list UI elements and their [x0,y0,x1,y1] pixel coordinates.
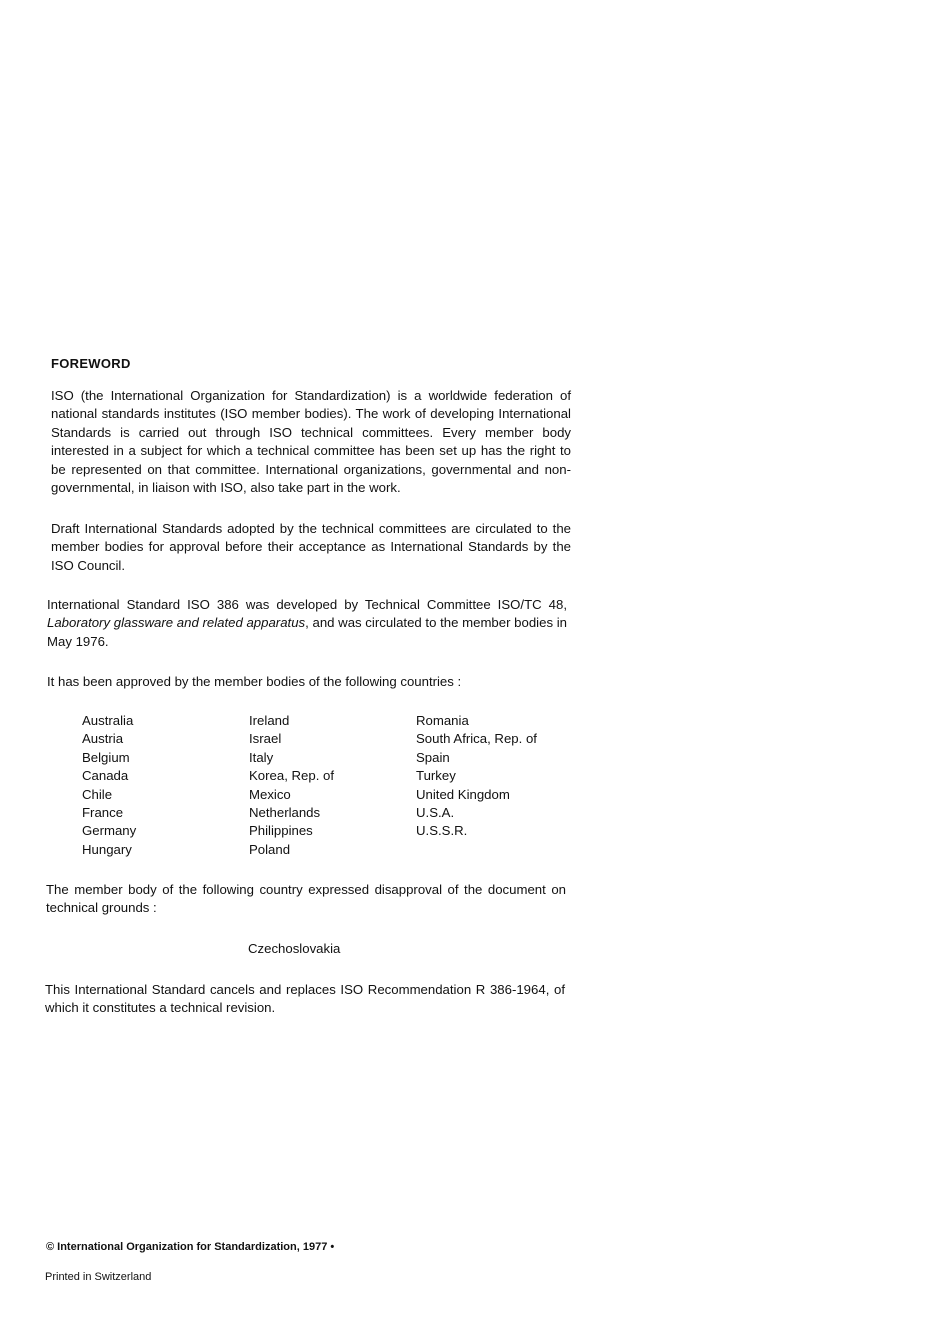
country-item: South Africa, Rep. of [416,731,537,747]
foreword-paragraph-draft-standards: Draft International Standards adopted by the technical committees are circulated to the member bodies for approval before their acceptance as International Standards by the ISO Council. [51,521,571,573]
country-item: Mexico [249,786,291,802]
country-item: U.S.A. [416,805,455,821]
committee-title: Laboratory glassware and related apparatus [47,615,306,631]
country-item: Germany [82,823,137,839]
country-item: Poland [249,841,291,857]
country-item: France [82,805,124,821]
countries-column-1 [82,712,252,859]
foreword-heading: FOREWORD [51,356,131,371]
country-item: Romania [416,713,469,728]
country-item: Korea, Rep. of [249,768,335,784]
country-item: Spain [416,749,450,765]
country-item: Chile [82,786,113,802]
countries-column-2 [249,712,419,859]
country-item: U.S.S.R. [416,823,468,839]
foreword-paragraph-iso: ISO (the International Organization for Standardization) is a worldwide federation of national standards institutes (ISO member bodies). The work of developing International Standards is carried out through ISO technical committees. Every member body interested in a subject for which a technical committee has been set up has the right to be represented on that committee. International organizations, governmental and non-governmental, in liaison with ISO, also take part in the work. [51,388,571,496]
country-item: Israel [249,731,282,747]
development-text-before: International Standard ISO 386 was developed by Technical Committee ISO/TC 48, [47,597,567,612]
country-item: United Kingdom [416,786,510,802]
printed-in-notice: Printed in Switzerland [45,1271,152,1283]
country-item: Turkey [416,768,456,784]
country-item: Italy [249,749,274,765]
copyright-notice: © International Organization for Standardization, 1977 • [46,1241,335,1253]
country-item: Philippines [249,823,313,839]
country-item: Netherlands [249,805,321,821]
country-item: Canada [82,768,129,784]
country-item: Hungary [82,841,132,857]
countries-column-3 [416,712,586,841]
disapproving-country: Czechoslovakia [248,941,341,956]
country-item: Ireland [249,713,290,728]
country-item: Austria [82,731,124,747]
country-item: Australia [82,713,134,728]
country-item: Belgium [82,749,130,765]
revision-statement: This International Standard cancels and replaces ISO Recommendation R 386-1964, of which it constitutes a technical revision. [45,982,565,1016]
approval-statement: It has been approved by the member bodies of the following countries : [47,674,462,689]
foreword-paragraph-development [47,596,567,651]
development-text-after: , and was circulated to the member bodies in May 1976. [47,615,567,649]
disapproval-statement: The member body of the following country expressed disapproval of the document on technical grounds : [46,882,566,916]
